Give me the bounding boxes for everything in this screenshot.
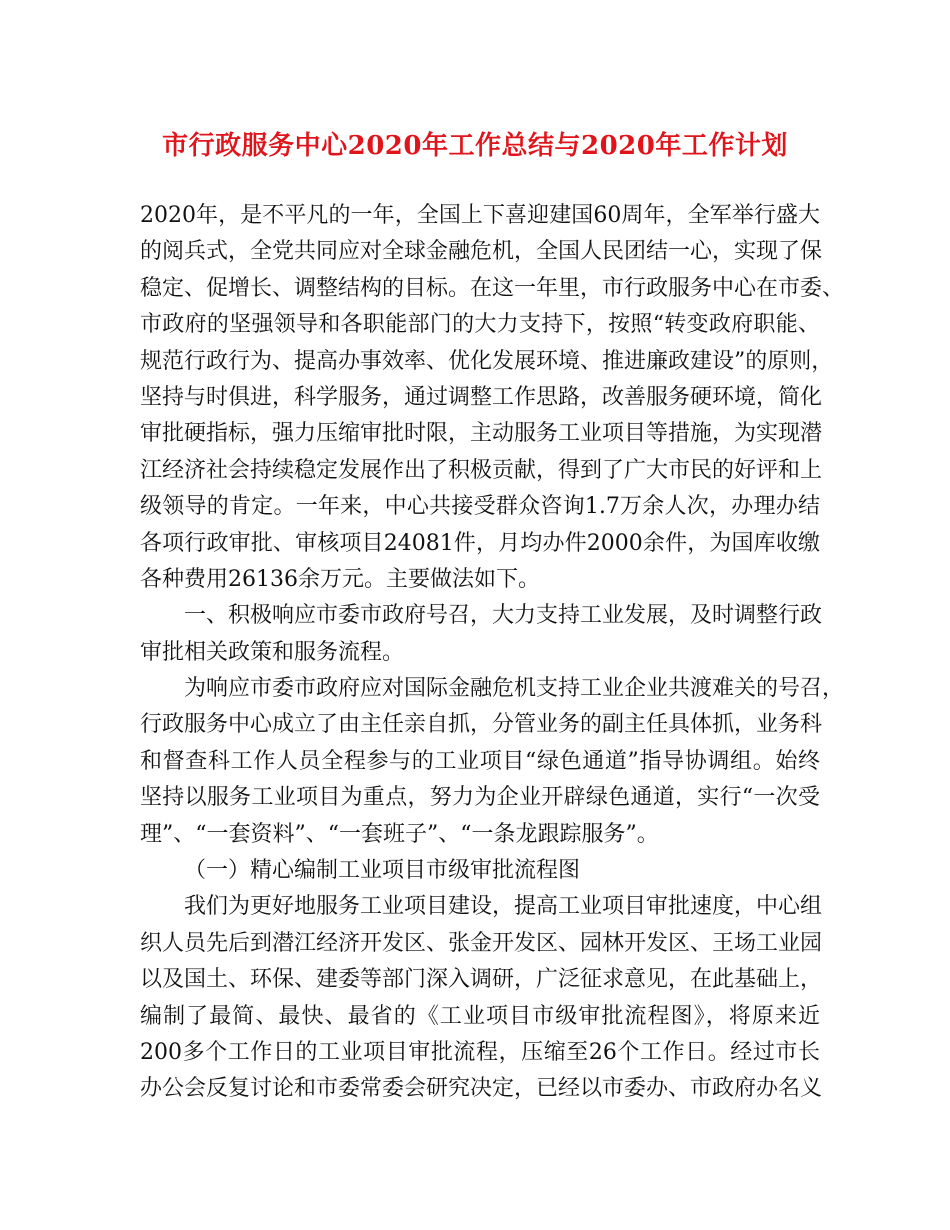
section-heading-line: 审批相关政策和服务流程。 [140, 639, 405, 665]
body-line: 和督查科工作人员全程参与的工业项目“绿色通道”指导协调组。始终 [140, 748, 820, 774]
body-line: 坚持与时俱进，科学服务，通过调整工作思路，改善服务硬环境，简化 [140, 384, 823, 410]
body-line: 审批硬指标，强力压缩审批时限，主动服务工业项目等措施，为实现潜 [140, 421, 823, 447]
body-line: 理”、“一套资料”、“一套班子”、“一条龙跟踪服务”。 [140, 821, 659, 847]
body-line: 我们为更好地服务工业项目建设，提高工业项目审批速度，中心组 [184, 894, 823, 920]
body-line: 江经济社会持续稳定发展作出了积极贡献，得到了广大市民的好评和上 [140, 457, 823, 483]
body-line: 编制了最简、最快、最省的《工业项目市级审批流程图》，将原来近 [140, 1003, 820, 1029]
body-line: 的阅兵式，全党共同应对全球金融危机，全国人民团结一心，实现了保 [140, 239, 823, 265]
body-line: 行政服务中心成立了由主任亲自抓，分管业务的副主任具体抓，业务科 [140, 712, 823, 738]
body-line: 各种费用26136余万元。主要做法如下。 [140, 566, 540, 592]
body-line: 市政府的坚强领导和各职能部门的大力支持下，按照“转变政府职能、 [140, 312, 820, 338]
body-line: 稳定、促增长、调整结构的目标。在这一年里，市行政服务中心在市委、 [140, 275, 845, 301]
section-heading-line: 一、积极响应市委市政府号召，大力支持工业发展，及时调整行政 [184, 603, 823, 629]
subsection-heading-line: （一）精心编制工业项目市级审批流程图 [184, 858, 581, 884]
body-line: 2020年，是不平凡的一年，全国上下喜迎建国60周年，全军举行盛大 [140, 203, 820, 228]
body-line: 为响应市委市政府应对国际金融危机支持工业企业共渡难关的号召， [184, 676, 845, 702]
body-line: 织人员先后到潜江经济开发区、张金开发区、园林开发区、王场工业园 [140, 930, 823, 956]
document-title: 市行政服务中心2020年工作总结与2020年工作计划 [162, 131, 788, 161]
body-line: 各项行政审批、审核项目24081件，月均办件2000余件，为国库收缴 [140, 530, 820, 556]
body-line: 规范行政行为、提高办事效率、优化发展环境、推进廉政建设”的原则， [140, 348, 834, 374]
body-line: 办公会反复讨论和市委常委会研究决定，已经以市委办、市政府办名义 [140, 1076, 823, 1102]
body-line: 级领导的肯定。一年来，中心共接受群众咨询1.7万余人次，办理办结 [140, 494, 820, 520]
body-line: 200多个工作日的工业项目审批流程，压缩至26个工作日。经过市长 [140, 1039, 820, 1065]
document-body [140, 198, 845, 1108]
body-line: 坚持以服务工业项目为重点，努力为企业开辟绿色通道，实行“一次受 [140, 785, 820, 811]
body-line: 以及国土、环保、建委等部门深入调研，广泛征求意见，在此基础上， [140, 967, 823, 993]
